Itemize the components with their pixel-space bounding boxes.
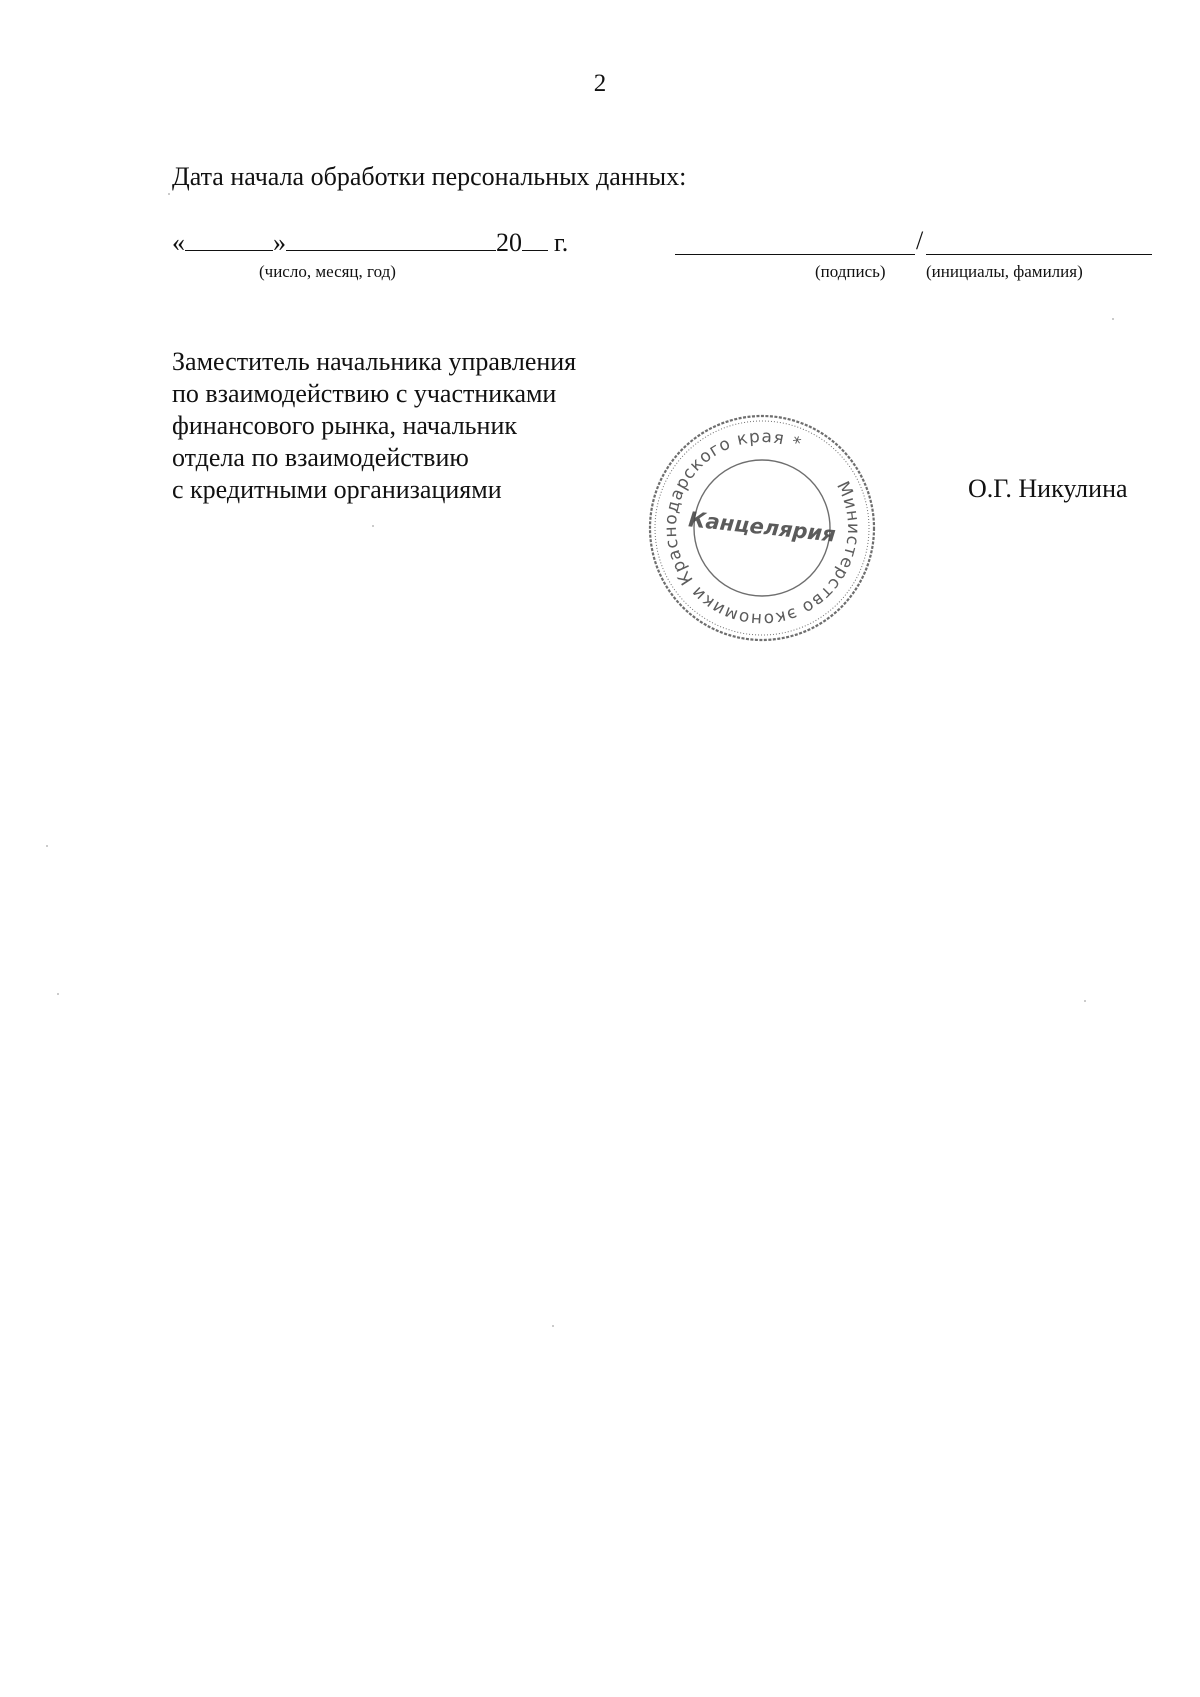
stamp-center-text: Канцелярия (687, 507, 837, 547)
position-line: с кредитными организациями (172, 475, 502, 504)
position-line: финансового рынка, начальник (172, 411, 517, 440)
scan-speck (1084, 1000, 1086, 1002)
name-caption: (инициалы, фамилия) (926, 262, 1083, 281)
scan-speck (168, 193, 170, 195)
page-number: 2 (593, 70, 607, 97)
signatory-position (172, 346, 576, 506)
year-suffix: г. (554, 228, 569, 257)
name-line (926, 254, 1152, 255)
date-heading: Дата начала обработки персональных данных: (172, 162, 687, 191)
position-line: отдела по взаимодействию (172, 443, 469, 472)
open-quote: « (172, 228, 185, 257)
position-line: Заместитель начальника управления (172, 347, 577, 376)
scan-speck (552, 1325, 554, 1327)
date-caption: (число, месяц, год) (259, 262, 396, 281)
scan-speck (57, 993, 59, 995)
signature-line (675, 254, 915, 255)
day-blank (185, 228, 273, 251)
month-blank (286, 228, 496, 251)
signature-caption: (подпись) (815, 262, 886, 281)
year-blank (522, 228, 548, 251)
position-line: по взаимодействию с участниками (172, 379, 557, 408)
slash: / (916, 226, 924, 255)
office-stamp (642, 408, 882, 648)
stamp-ring-text: Министерство экономики Краснодарского края * (660, 426, 864, 630)
scan-speck (1112, 318, 1114, 320)
signatory-name: О.Г. Никулина (968, 474, 1128, 503)
date-field-line (172, 228, 568, 258)
scan-speck (46, 845, 48, 847)
scan-speck (372, 525, 374, 527)
year-prefix: 20 (496, 228, 522, 257)
close-quote: » (273, 228, 286, 257)
